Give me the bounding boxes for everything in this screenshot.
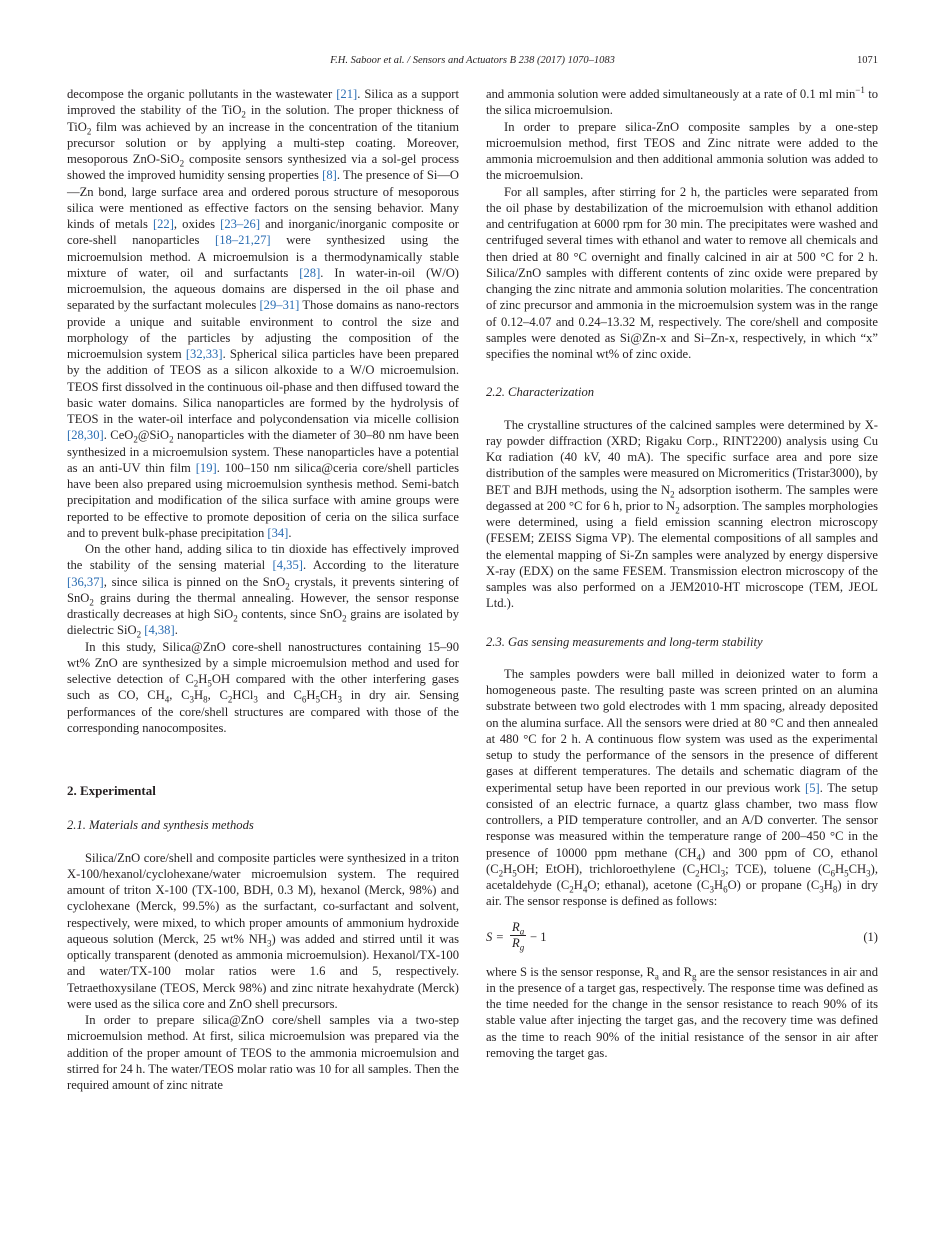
equation-denominator: $R_g$: [512, 935, 525, 953]
subsection-heading: 2.2. Characterization: [486, 385, 595, 400]
citation-link[interactable]: [28]: [299, 265, 321, 280]
paragraph: The crystalline structures of the calcined samples were determined by X-ray powder diffraction (XRD; Rigaku Corp., RINT2200) analysis using Cu Kα radiation (40 kV, 40 mA). The specific surface area and pore size distribution of the samples were measured on Micromeritics (Tristar3000), by BET and BJH methods, using the $N_2$ adsorption isotherm. The samples were degassed at 200 °C for 6 h, prior to $N_2$ adsorption. The samples morphologies were determined, using a field emission scanning electron microscopy (FESEM; ZEISS Sigma VP). The elemental compositions of all samples and the elemental mapping of Si-Zn samples were analyzed by energy dispersive X-ray (EDX) on the same FESEM. Transmission electron microscopy of the samples was also performed on a JEM2010-HT microscope (TEM, JEOL Ltd.).: [486, 417, 878, 611]
citation-link[interactable]: [29–31]: [259, 298, 300, 313]
paragraph: where S is the sensor response, $R_a$ and $R_g$ are the sensor resistances in air and in the presence of a target gas, respectively. The response time was defined as the time needed for the change in the sensor resistance to reach 90% of its stable value after injecting the target gas, and the recovery time was defined as the time to reach 90% of the initial resistance of the sensor in air after removing the target gas.: [486, 964, 878, 1060]
paragraph: In order to prepare silica-ZnO composite samples by a one-step microemulsion method, first TEOS and Zinc nitrate were added to the ammonia microemulsion and then additional ammonia solution was added to the microemulsion.: [486, 119, 878, 183]
right-column: [486, 86, 878, 1061]
equation-lhs: S =: [486, 929, 504, 944]
subsection-heading: 2.3. Gas sensing measurements and long-term stability: [486, 634, 763, 649]
paragraph: On the other hand, adding silica to tin dioxide has effectively improved the stability of the sensing material [4,35]. According to the literature [36,37], since silica is pinned on the SnO$_2$ crystals, it prevents sintering of SnO$_2$ grains during the thermal annealing. However, the sensor response drastically decreases at high SiO$_2$ contents, since SnO$_2$ grains are isolated by dielectric SiO$_2$ [4,38].: [67, 542, 459, 640]
page-header: [67, 55, 878, 71]
citation-link[interactable]: [28,30]: [67, 428, 104, 443]
equation-number: (1): [863, 929, 878, 944]
paragraph: Silica/ZnO core/shell and composite particles were synthesized in a triton X-100/hexanol/cyclohexane/water microemulsion system. The required amount of triton X-100 (TX-100, BDH, 0.3 M), hexanol (Merck, 98%) and cyclohexane (Merck, 99.5%) as the surfactant, co-surfactant and solvent, respectively, were mixed, to which proper amounts of ammonium hydroxide aqueous solution (Merck, 25 wt% $NH_3$) was added and stirred until it was optically transparent (denoted as ammonia microemulsion). Hexanol/TX-100 and water/TX-100 molar ratios were 1.6 and 5, respectively. Tetraethoxysilane (TEOS, Merck 98%) and zinc nitrate hexahydrate (Merck) were used as the silica core and ZnO shell precursors.: [67, 850, 459, 1011]
running-head: F.H. Saboor et al. / Sensors and Actuators B 238 (2017) 1070–1083: [330, 55, 615, 66]
left-column: [67, 86, 459, 1093]
paragraph: decompose the organic pollutants in the wastewater [21]. Silica as a support improved the stability of the TiO$_2$ in the solution. The proper thickness of TiO$_2$ film was achieved by an increase in the concentration of the titanium precursor solution or by applying a multi-step coating. Moreover, mesoporous ZnO-SiO$_2$ composite sensors synthesized via a sol-gel process showed the improved humidity sensing properties [8]. The presence of Si—O—Zn bond, large surface area and ordered porous structure of mesoporous silica were mentioned as effective factors on the sensing behavior. Many kinds of metals [22], oxides [23–26] and inorganic/inorganic composite or core-shell nanoparticles [18–21,27] were synthesized using the microemulsion method. A microemulsion is a thermodynamically stable mixture of water, oil and surfactants [28]. In water-in-oil (W/O) microemulsion, the aqueous domains are dispersed in the oil phase and separated by the surfactant molecules [29–31] Those domains as nano-rectors provide a unique and suitable environment to control the size and morphology of the particles by adjusting the composition of the microemulsion system [32,33]. Spherical silica particles have been prepared by the addition of TEOS as a silicon alkoxide to a W/O microemulsion. TEOS first dissolved in the continuous oil-phase and then diffused toward the basic water domains. Silica nanoparticles are formed by the hydrolysis of TEOS in the water-oil interface and polycondensation via micelle collision [28,30]. CeO$_2$@SiO$_2$ nanoparticles with the diameter of 30–80 nm have been synthesized in a microemulsion system. These nanoparticles have a potential as an anti-UV thin film [19]. 100–150 nm silica@ceria core/shell particles have been also prepared using microemulsion synthesis method. Semi-batch precipitation and modification of the silica surface with amine groups were reported to be effective to promote deposition of ceria on the silica surface and to prevent bulk-phase precipitation [34].: [67, 87, 460, 540]
citation-link[interactable]: [5]: [805, 780, 820, 795]
citation-link[interactable]: [32,33]: [185, 347, 223, 361]
equation-rest: − 1: [530, 929, 547, 944]
citation-link[interactable]: [19]: [195, 460, 217, 475]
citation-link[interactable]: [21]: [336, 87, 358, 101]
citation-link[interactable]: [34]: [267, 525, 289, 540]
paragraph: In this study, Silica@ZnO core-shell nanostructures containing 15–90 wt% ZnO are synthesized by a simple microemulsion method and used for selective detection of $C_2H_5OH$ compared with the other interfering gases such as CO, $CH_4$, $C_3H_8$, $C_2HCl_3$ and $C_6H_5CH_3$ in dry air. Sensing performances of the core/shell structures are compared with those of the corresponding nanocomposites.: [67, 639, 460, 735]
citation-link[interactable]: [23–26]: [220, 217, 261, 231]
section-heading: 2. Experimental: [67, 783, 156, 798]
paragraph: and ammonia solution were added simultaneously at a rate of 0.1 ml $\min^{-1}$ to the silica microemulsion.: [486, 84, 878, 118]
equation-1: [486, 920, 878, 952]
paragraph: The samples powders were ball milled in deionized water to form a homogeneous paste. The resulting paste was screen printed on an alumina substrate between two gold electrodes with 1 mm spacing, already deposited on the alumina surface. All the sensors were dried at 80 °C and then annealed at 480 °C for 2 h. A continuous flow system was used as the experimental setup to study the performance of the sensors in the presence of different gases at different temperatures. The details and schematic diagram of the experimental setup have been reported in our previous work [5]. The setup consisted of an electric furnace, a quartz glass chamber, two mass flow controllers, a PID temperature controller, and an A/D converter. The sensor response was measured within the temperature range of 200–450 °C in the presence of 10000 ppm methane $(CH_4)$ and 300 ppm of CO, ethanol ($C_2H_5OH$; EtOH), trichloroethylene ($C_2HCl_3$; TCE), toluene $(C_6H_5CH_3)$, acetaldehyde ($C_2H_4O$; ethanal), acetone $(C_3H_6O)$ or propane $(C_3H_8)$ in dry air. The sensor response is defined as follows:: [486, 666, 879, 909]
subsection-heading: 2.1. Materials and synthesis methods: [67, 818, 254, 833]
equation-fraction: [510, 920, 526, 951]
citation-link[interactable]: [22]: [152, 217, 174, 231]
citation-link[interactable]: [4,38]: [144, 623, 175, 638]
equation-numerator: $R_a$: [512, 919, 525, 937]
citation-link[interactable]: [18–21,27]: [215, 233, 271, 248]
citation-link[interactable]: [8]: [322, 168, 337, 183]
page-number: 1071: [857, 55, 878, 66]
paragraph: For all samples, after stirring for 2 h, the particles were separated from the oil phase by destabilization of the microemulsion with ethanol addition and centrifugation at 6000 rpm for 30 min. The precipitates were washed and centrifuged several times with ethanol and water to remove all chemicals and then dried at 80 °C overnight and finally calcined in air at 500 °C for 2 h. Silica/ZnO samples with different contents of zinc oxide were prepared by changing the zinc nitrate and ammonia solution molarities. The concentration of zinc precursor and ammonia in the microemulsion system was in the range of 0.12–4.07 and 0.24–13.32 M, respectively. The core/shell and composite samples were denoted as Si@Zn-x and Si–Zn-x, respectively, in which “x” specifies the nominal wt% of zinc oxide.: [486, 184, 878, 361]
citation-link[interactable]: [4,35]: [272, 558, 303, 573]
paragraph: In order to prepare silica@ZnO core/shell samples via a two-step microemulsion method. At first, silica microemulsion was prepared via the addition of the proper amount of TEOS to the ammonia microemulsion and stirred for 24 h. The water/TEOS molar ratio was 10 for all samples. Then the required amount of zinc nitrate: [67, 1013, 459, 1092]
citation-link[interactable]: [36,37]: [67, 574, 104, 589]
